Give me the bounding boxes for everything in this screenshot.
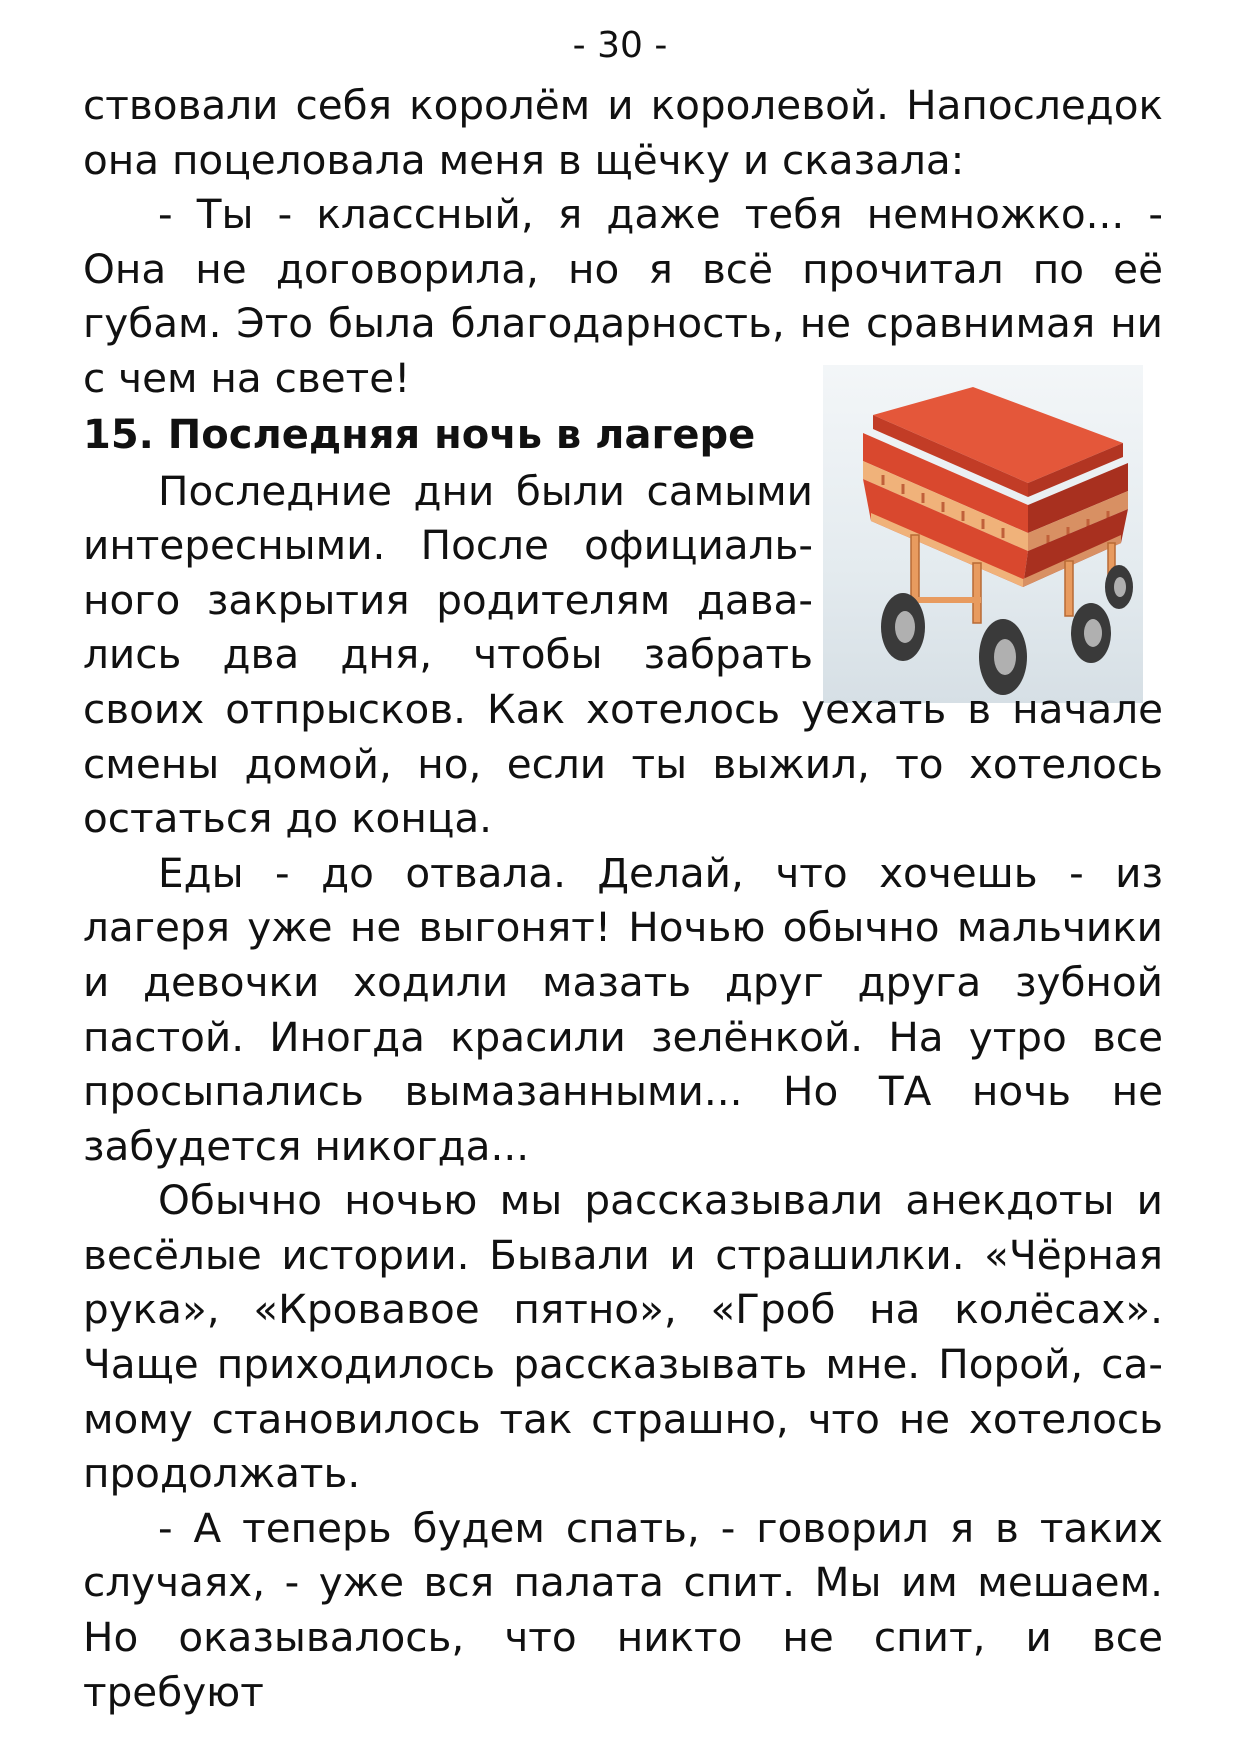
page-number: - 30 -: [572, 25, 668, 66]
paragraph: - Ты - классный, я даже тебя немножко... - Она не договорила, но я всё прочитал по её губам. Это была благодарность, не сравнимая ни с чем на свете!: [83, 190, 1163, 402]
paragraph-continued: своих отпрысков. Как хотелось уехать в начале смены домой, но, если ты выжил, то хотелось остаться до конца.: [83, 684, 1163, 843]
paragraph: ствовали себя королём и королевой. Напоследок она поцеловала меня в щёчку и сказала:: [83, 81, 1163, 184]
paragraph: Еды - до отвала. Делай, что хочешь - из лагеря уже не выгонят! Ночью обычно мальчики и девочки ходили мазать друг друга зубной пастой. Иногда красили зелёнкой. На утро все просыпались вымазанными... Но ТА ночь не забудется никогда...: [83, 848, 1163, 1170]
paragraph: - А теперь будем спать, - говорил я в таких случаях, - уже вся палата спит. Мы им мешаем. Но оказывалось, что никто не спит, и все требуют: [83, 1503, 1163, 1716]
body-text: [83, 78, 1163, 1719]
paragraph-beside-figure: Последние дни были самыми интересными. После официального закрытия родителям давались два дня, чтобы забрать: [83, 466, 813, 679]
paragraph: Обычно ночью мы рассказывали анекдоты и весёлые истории. Бывали и страшилки. «Чёрная рука», «Кровавое пятно», «Гроб на колёсах». Чаще приходилось рассказывать мне. Порой, самому становилось так страшно, что не хотелось продолжать.: [83, 1176, 1163, 1498]
chapter-heading: 15. Последняя ночь в лагере: [83, 411, 756, 458]
